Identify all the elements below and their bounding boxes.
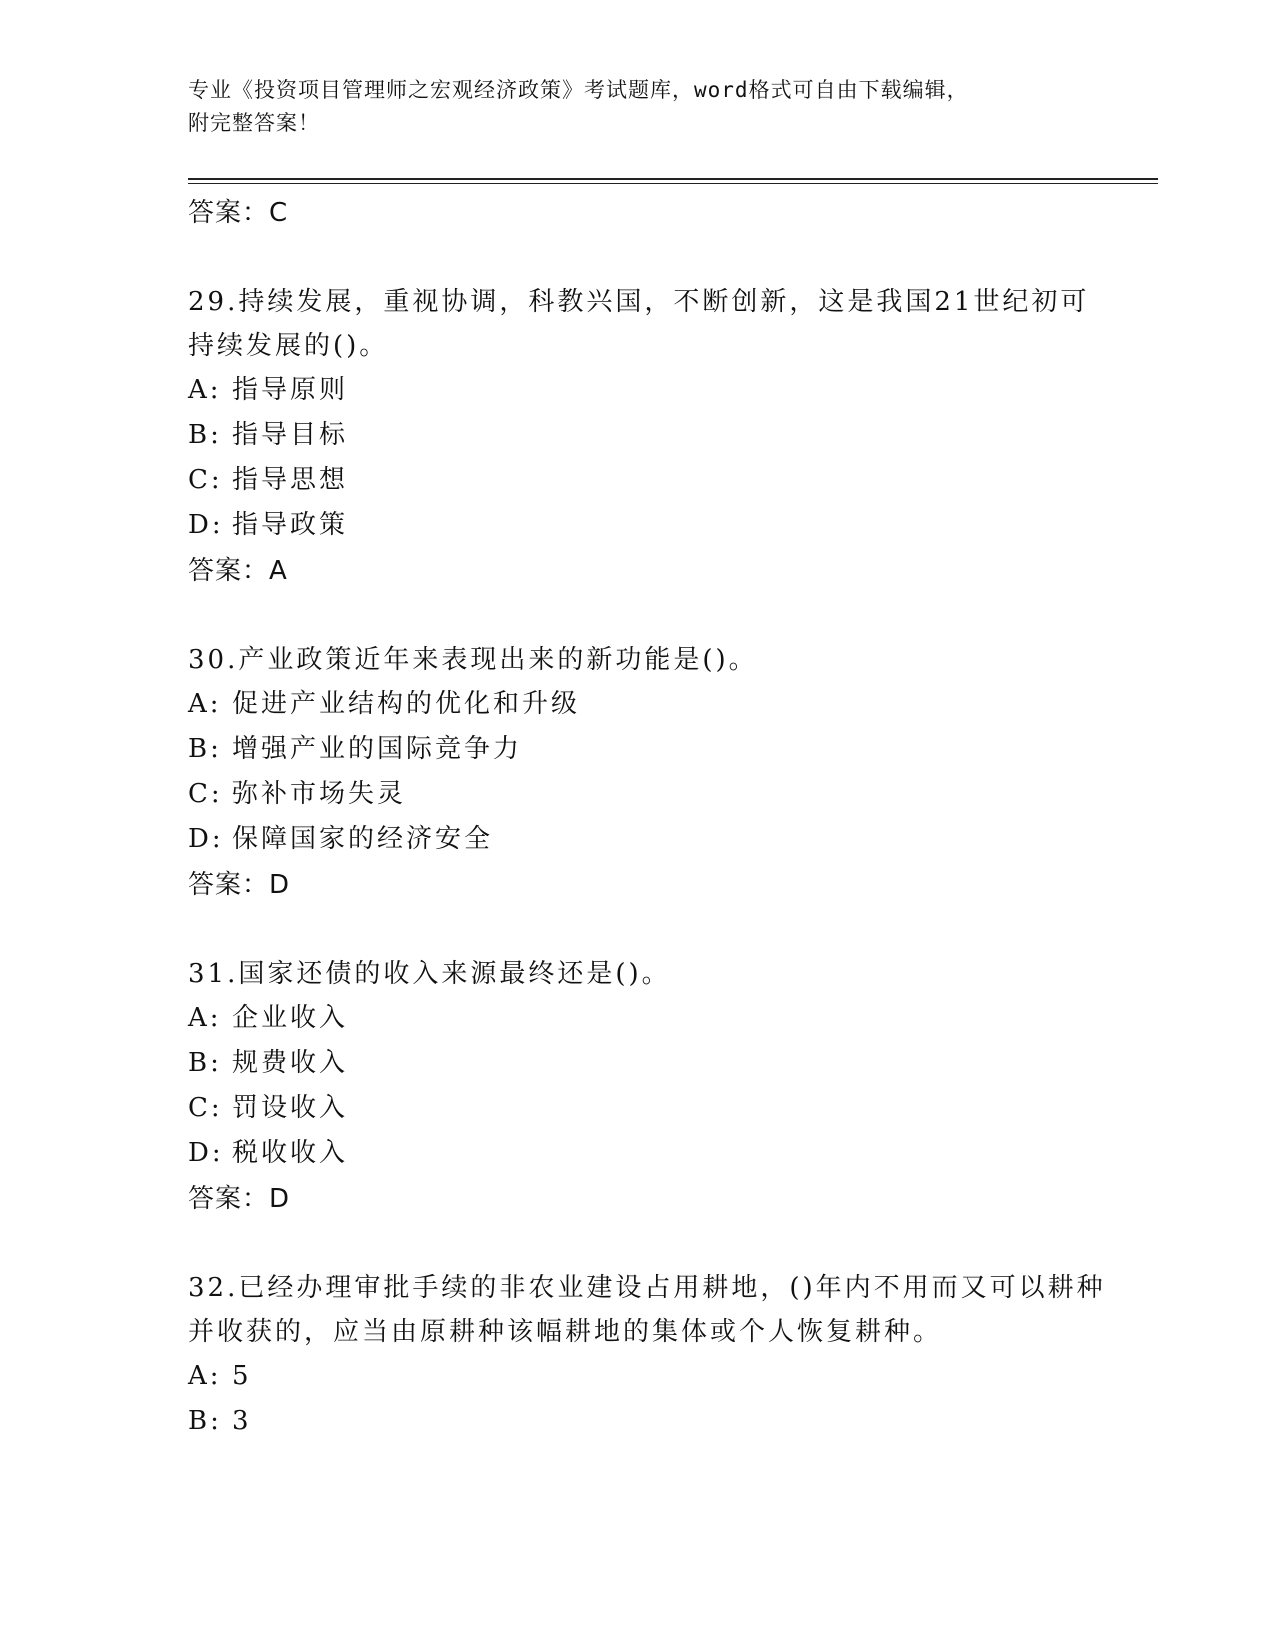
option-a [188,368,1108,413]
option-label: C: [188,1093,223,1123]
header-divider-thin [188,183,1158,184]
option-c [188,772,1108,817]
option-text: 5 [232,1361,252,1391]
answer-line: 答案：D [188,870,291,900]
question-item [188,638,1108,908]
question-list [188,190,1108,1488]
question-item [188,1266,1108,1444]
header-line-1: 专业《投资项目管理师之宏观经济政策》考试题库，word格式可自由下载编辑， [188,78,969,102]
header-line-2: 附完整答案！ [188,111,320,135]
option-label: D: [188,1138,224,1168]
option-label: A: [188,375,222,405]
question-text: 31.国家还债的收入来源最终还是()。 [188,959,671,989]
option-label: B: [188,420,222,450]
option-label: A: [188,1003,222,1033]
question-item [188,952,1108,1222]
answer-line: 答案：C [188,198,289,228]
option-label: C: [188,465,223,495]
option-text: 规费收入 [232,1048,349,1078]
option-text: 指导原则 [232,375,349,405]
answer-line: 答案：D [188,1184,291,1214]
option-b [188,1399,1108,1444]
option-text: 税收收入 [232,1138,349,1168]
option-d [188,1131,1108,1176]
option-text: 增强产业的国际竞争力 [232,734,523,764]
option-label: C: [188,779,223,809]
answer-line: 答案：A [188,556,288,586]
option-label: B: [188,734,222,764]
option-text: 指导思想 [232,465,349,495]
option-label: A: [188,689,222,719]
option-c [188,1086,1108,1131]
option-c [188,458,1108,503]
option-text: 指导政策 [232,510,349,540]
option-a [188,1354,1108,1399]
option-d [188,503,1108,548]
option-b [188,1041,1108,1086]
option-text: 促进产业结构的优化和升级 [232,689,581,719]
question-item [188,280,1108,594]
option-a [188,996,1108,1041]
option-text: 指导目标 [232,420,349,450]
question-text: 30.产业政策近年来表现出来的新功能是()。 [188,645,758,675]
option-label: D: [188,510,224,540]
option-text: 企业收入 [232,1003,349,1033]
option-text: 弥补市场失灵 [232,779,407,809]
option-label: D: [188,824,224,854]
option-b [188,413,1108,458]
option-label: B: [188,1406,222,1436]
option-d [188,817,1108,862]
option-label: A: [188,1361,222,1391]
question-text: 32.已经办理审批手续的非农业建设占用耕地，()年内不用而又可以耕种并收获的，应当由原耕种该幅耕地的集体或个人恢复耕种。 [188,1273,1106,1347]
option-a [188,682,1108,727]
document-header-note [188,74,1088,140]
header-divider-thick [188,178,1158,180]
question-text: 29.持续发展，重视协调，科教兴国，不断创新，这是我国21世纪初可持续发展的()。 [188,287,1090,361]
option-text: 3 [232,1406,252,1436]
option-b [188,727,1108,772]
option-label: B: [188,1048,222,1078]
option-text: 保障国家的经济安全 [232,824,494,854]
option-text: 罚设收入 [232,1093,349,1123]
